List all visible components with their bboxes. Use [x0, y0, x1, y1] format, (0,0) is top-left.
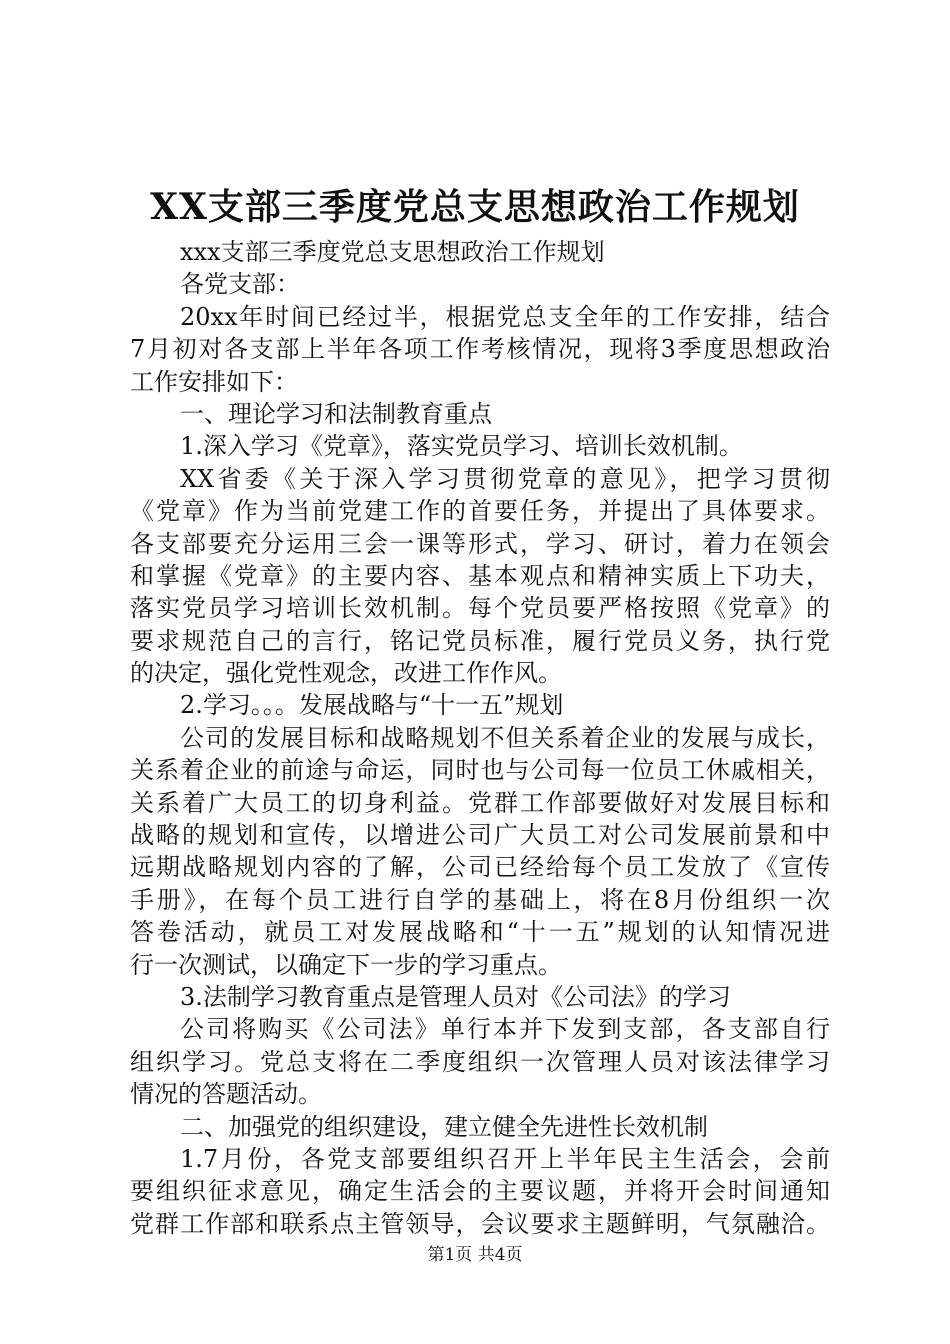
subsection-heading: 1.深入学习《党章》，落实党员学习、培训长效机制。	[180, 432, 743, 461]
document-line: xxx支部三季度党总支思想政治工作规划	[180, 238, 605, 266]
document-line: 20xx年时间已经过半，根据党总支全年的工作安排，结合	[180, 302, 830, 331]
document-line: 远期战略规划内容的了解，公司已经给每个员工发放了《宣传	[130, 853, 830, 882]
document-line: 工作安排如下：	[130, 367, 298, 396]
document-line: XX省委《关于深入学习贯彻党章的意见》，把学习贯彻	[180, 464, 830, 493]
document-line: 要组织征求意见，确定生活会的主要议题，并将开会时间通知	[130, 1177, 830, 1206]
page-footer: 第1页 共4页	[427, 1245, 523, 1265]
document-line: 关系着企业的前途与命运，同时也与公司每一位员工休戚相关，	[130, 756, 830, 785]
document-line: 公司将购买《公司法》单行本并下发到支部，各支部自行	[180, 1015, 830, 1044]
document-line: 组织学习。党总支将在二季度组织一次管理人员对该法律学习	[130, 1047, 830, 1076]
document-line: 和掌握《党章》的主要内容、基本观点和精神实质上下功夫，	[130, 561, 830, 590]
document-line: 行一次测试，以确定下一步的学习重点。	[130, 950, 562, 979]
document-line: 党群工作部和联系点主管领导，会议要求主题鲜明，气氛融洽。	[130, 1209, 830, 1238]
document-line: 各支部要充分运用三会一课等形式，学习、研讨，着力在领会	[130, 529, 830, 558]
subsection-heading: 2.学习。。。发展战略与“十一五”规划	[180, 691, 564, 720]
section-heading: 一、理论学习和法制教育重点	[180, 399, 492, 428]
document-line: 落实党员学习培训长效机制。每个党员要严格按照《党章》的	[130, 594, 830, 623]
document-line: 公司的发展目标和战略规划不但关系着企业的发展与成长，	[180, 723, 830, 752]
document-line: 答卷活动，就员工对发展战略和“十一五”规划的认知情况进	[130, 918, 830, 947]
document-line: 战略的规划和宣传，以增进公司广大员工对公司发展前景和中	[130, 821, 830, 850]
document-line: 手册》，在每个员工进行自学的基础上，将在8月份组织一次	[130, 885, 830, 914]
document-line: 1.7月份，各党支部要组织召开上半年民主生活会，会前	[180, 1144, 830, 1173]
document-body	[130, 236, 830, 1240]
document-title: XX支部三季度党总支思想政治工作规划	[150, 186, 800, 228]
document-line: 《党章》作为当前党建工作的首要任务，并提出了具体要求。	[130, 497, 830, 526]
document-line: 的决定，强化党性观念，改进工作作风。	[130, 659, 562, 688]
document-line: 关系着广大员工的切身利益。党群工作部要做好对发展目标和	[130, 788, 830, 817]
subsection-heading: 3.法制学习教育重点是管理人员对《公司法》的学习	[180, 982, 731, 1011]
document-line: 各党支部：	[180, 270, 300, 299]
document-line: 7月初对各支部上半年各项工作考核情况，现将3季度思想政治	[130, 335, 830, 364]
section-heading: 二、加强党的组织建设，建立健全先进性长效机制	[180, 1112, 708, 1141]
document-line: 要求规范自己的言行，铭记党员标准，履行党员义务，执行党	[130, 626, 830, 655]
document-line: 情况的答题活动。	[130, 1080, 322, 1109]
